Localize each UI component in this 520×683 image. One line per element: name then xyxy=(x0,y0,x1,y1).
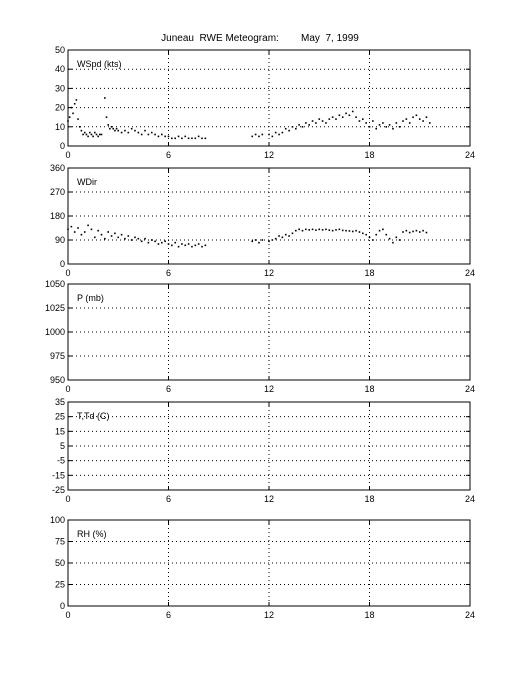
data-point xyxy=(365,234,367,236)
data-point xyxy=(382,122,384,124)
data-point xyxy=(181,138,183,140)
data-point xyxy=(339,229,341,231)
data-point xyxy=(379,230,381,232)
data-point xyxy=(181,243,183,245)
data-point xyxy=(114,130,116,132)
data-point xyxy=(302,230,304,232)
data-point xyxy=(87,225,89,227)
panel-label: T,Td (C) xyxy=(77,411,110,421)
x-tick-label: 18 xyxy=(364,494,375,504)
x-tick-label: 24 xyxy=(464,610,476,620)
data-point xyxy=(345,230,347,232)
data-point xyxy=(345,113,347,115)
y-tick-label: 40 xyxy=(54,64,65,75)
y-tick-label: 0 xyxy=(59,601,65,611)
y-tick-label: -5 xyxy=(56,455,65,466)
data-point xyxy=(359,231,361,233)
y-tick-label: 20 xyxy=(54,102,65,113)
data-point xyxy=(399,239,401,241)
data-point xyxy=(332,230,334,232)
data-point xyxy=(111,126,113,128)
data-point xyxy=(318,229,320,231)
panel-2 xyxy=(50,163,475,278)
data-point xyxy=(72,113,74,115)
data-point xyxy=(255,239,257,241)
data-point xyxy=(369,237,371,239)
data-point xyxy=(69,116,71,118)
data-point xyxy=(92,136,94,138)
data-point xyxy=(77,227,79,229)
data-point xyxy=(67,229,69,231)
data-point xyxy=(342,230,344,232)
data-point xyxy=(81,130,83,132)
data-point xyxy=(416,114,418,116)
y-tick-label: 5 xyxy=(59,441,65,451)
data-point xyxy=(329,118,331,120)
data-point xyxy=(422,230,424,232)
data-point xyxy=(332,116,334,118)
data-point xyxy=(355,116,357,118)
panel-label: P (mb) xyxy=(77,293,104,303)
data-point xyxy=(148,242,150,244)
data-point xyxy=(402,120,404,122)
x-tick-label: 24 xyxy=(464,384,476,394)
panel-4 xyxy=(52,397,475,504)
y-tick-label: 950 xyxy=(49,375,65,385)
data-point xyxy=(201,138,203,140)
data-point xyxy=(335,229,337,231)
data-point xyxy=(268,134,270,136)
panel-label: WSpd (kts) xyxy=(77,59,122,69)
panel-label: WDir xyxy=(77,177,97,187)
y-tick-label: 1025 xyxy=(44,303,65,313)
data-point xyxy=(124,238,126,240)
data-point xyxy=(174,242,176,244)
data-point xyxy=(128,132,130,134)
data-point xyxy=(262,134,264,136)
data-point xyxy=(74,231,76,233)
data-point xyxy=(298,229,300,231)
data-point xyxy=(154,241,156,243)
data-point xyxy=(406,118,408,120)
data-point xyxy=(81,234,83,236)
panel-3 xyxy=(45,279,475,394)
data-point xyxy=(379,124,381,126)
data-point xyxy=(308,229,310,231)
data-point xyxy=(349,230,351,232)
data-point xyxy=(112,128,114,130)
data-point xyxy=(339,114,341,116)
data-point xyxy=(302,126,304,128)
y-tick-label: 35 xyxy=(54,397,65,407)
x-tick-label: 0 xyxy=(65,268,71,278)
data-point xyxy=(99,134,101,136)
data-point xyxy=(198,243,200,245)
data-point xyxy=(151,132,153,134)
data-point xyxy=(87,136,89,138)
data-point xyxy=(335,118,337,120)
data-point xyxy=(409,232,411,234)
data-point xyxy=(342,116,344,118)
data-point xyxy=(121,132,123,134)
data-point xyxy=(392,128,394,130)
x-tick-label: 18 xyxy=(364,610,375,620)
y-tick-label: 25 xyxy=(54,411,65,422)
data-point xyxy=(275,132,277,134)
data-point xyxy=(412,231,414,233)
data-point xyxy=(292,233,294,235)
data-point xyxy=(134,237,136,239)
y-tick-label: 75 xyxy=(54,536,65,547)
y-tick-label: 50 xyxy=(54,558,65,568)
data-point xyxy=(285,234,287,236)
data-point xyxy=(409,122,411,124)
data-point xyxy=(272,239,274,241)
page-title: Juneau RWE Meteogram: May 7, 1999 xyxy=(161,33,359,44)
x-tick-label: 12 xyxy=(263,150,275,160)
y-tick-label: 10 xyxy=(54,121,65,132)
y-tick-label: -15 xyxy=(51,470,65,481)
data-point xyxy=(329,229,331,231)
data-point xyxy=(251,241,253,243)
panel-label: RH (%) xyxy=(77,529,107,539)
data-point xyxy=(71,107,73,109)
data-point xyxy=(161,134,163,136)
data-point xyxy=(262,239,264,241)
y-tick-label: 180 xyxy=(49,211,65,221)
data-point xyxy=(184,136,186,138)
x-tick-label: 12 xyxy=(263,268,275,278)
data-point xyxy=(144,130,146,132)
panel-5 xyxy=(50,515,475,620)
data-point xyxy=(419,118,421,120)
data-point xyxy=(389,238,391,240)
data-point xyxy=(375,234,377,236)
x-tick-label: 24 xyxy=(464,268,476,278)
data-point xyxy=(97,136,99,138)
data-point xyxy=(107,231,109,233)
x-tick-label: 12 xyxy=(263,384,275,394)
data-point xyxy=(67,120,69,122)
y-tick-label: 50 xyxy=(54,45,65,55)
data-point xyxy=(151,239,153,241)
data-point xyxy=(107,124,109,126)
x-tick-label: 18 xyxy=(364,150,375,160)
data-point xyxy=(168,136,170,138)
data-point xyxy=(362,118,364,120)
data-point xyxy=(148,134,150,136)
data-point xyxy=(77,118,79,120)
data-point xyxy=(275,238,277,240)
x-tick-label: 0 xyxy=(65,384,71,394)
data-point xyxy=(258,136,260,138)
data-point xyxy=(372,120,374,122)
data-point xyxy=(188,243,190,245)
data-point xyxy=(76,99,78,101)
data-point xyxy=(141,134,143,136)
data-point xyxy=(352,111,354,113)
data-point xyxy=(131,239,133,241)
data-point xyxy=(138,238,140,240)
y-tick-label: -25 xyxy=(51,485,65,495)
data-point xyxy=(128,235,130,237)
data-point xyxy=(352,231,354,233)
data-point xyxy=(117,130,119,132)
x-tick-label: 0 xyxy=(65,610,71,620)
data-point xyxy=(168,243,170,245)
data-point xyxy=(282,132,284,134)
data-point xyxy=(308,124,310,126)
data-point xyxy=(191,246,193,248)
data-point xyxy=(91,134,93,136)
x-tick-label: 24 xyxy=(464,150,476,160)
data-point xyxy=(195,245,197,247)
y-tick-label: 30 xyxy=(54,83,65,94)
data-point xyxy=(96,134,98,136)
data-point xyxy=(101,234,103,236)
data-point xyxy=(97,230,99,232)
data-point xyxy=(79,126,81,128)
data-point xyxy=(161,242,163,244)
x-tick-label: 12 xyxy=(263,494,275,504)
y-tick-label: 100 xyxy=(49,515,65,525)
data-point xyxy=(141,241,143,243)
data-point xyxy=(104,97,106,99)
data-point xyxy=(144,238,146,240)
data-point xyxy=(375,128,377,130)
data-point xyxy=(84,231,86,233)
data-point xyxy=(392,242,394,244)
data-point xyxy=(178,246,180,248)
data-point xyxy=(71,226,73,228)
x-tick-label: 18 xyxy=(364,384,375,394)
data-point xyxy=(201,246,203,248)
data-point xyxy=(114,233,116,235)
data-point xyxy=(385,234,387,236)
x-tick-label: 24 xyxy=(464,494,476,504)
data-point xyxy=(94,237,96,239)
x-tick-label: 6 xyxy=(165,150,172,160)
data-point xyxy=(315,229,317,231)
data-point xyxy=(131,128,133,130)
data-point xyxy=(121,234,123,236)
data-point xyxy=(158,136,160,138)
data-point xyxy=(282,237,284,239)
data-point xyxy=(184,245,186,247)
y-tick-label: 270 xyxy=(49,187,65,197)
data-point xyxy=(416,230,418,232)
data-point xyxy=(312,120,314,122)
data-point xyxy=(365,122,367,124)
data-point xyxy=(318,118,320,120)
data-point xyxy=(94,132,96,134)
data-point xyxy=(84,132,86,134)
data-point xyxy=(205,138,207,140)
data-point xyxy=(258,242,260,244)
data-point xyxy=(406,230,408,232)
data-point xyxy=(426,116,428,118)
data-point xyxy=(402,231,404,233)
data-point xyxy=(191,138,193,140)
data-point xyxy=(396,122,398,124)
data-point xyxy=(412,116,414,118)
x-tick-label: 6 xyxy=(165,610,172,620)
data-point xyxy=(171,245,173,247)
data-point xyxy=(154,134,156,136)
data-point xyxy=(91,229,93,231)
data-point xyxy=(385,126,387,128)
data-point xyxy=(372,239,374,241)
y-tick-label: 25 xyxy=(54,579,65,590)
data-point xyxy=(198,136,200,138)
x-tick-label: 6 xyxy=(165,384,172,394)
data-point xyxy=(322,120,324,122)
data-point xyxy=(178,136,180,138)
data-point xyxy=(422,120,424,122)
data-point xyxy=(325,122,327,124)
data-point xyxy=(288,130,290,132)
data-point xyxy=(419,231,421,233)
data-point xyxy=(255,134,257,136)
data-point xyxy=(251,136,253,138)
data-point xyxy=(325,229,327,231)
data-point xyxy=(369,126,371,128)
y-tick-label: 0 xyxy=(59,141,65,151)
data-point xyxy=(389,124,391,126)
data-point xyxy=(134,130,136,132)
data-point xyxy=(305,122,307,124)
data-point xyxy=(272,136,274,138)
data-point xyxy=(117,237,119,239)
data-point xyxy=(89,132,91,134)
data-point xyxy=(429,122,431,124)
data-point xyxy=(359,120,361,122)
x-tick-label: 6 xyxy=(165,268,172,278)
data-point xyxy=(322,229,324,231)
data-point xyxy=(295,128,297,130)
x-tick-label: 12 xyxy=(263,610,275,620)
data-point xyxy=(74,103,76,105)
data-point xyxy=(295,230,297,232)
data-point xyxy=(106,116,108,118)
data-point xyxy=(285,128,287,130)
data-point xyxy=(138,132,140,134)
y-tick-label: 1050 xyxy=(44,279,65,289)
y-tick-label: 0 xyxy=(59,259,65,269)
data-point xyxy=(315,122,317,124)
panel-1 xyxy=(55,45,475,160)
x-tick-label: 0 xyxy=(65,150,71,160)
data-point xyxy=(312,229,314,231)
data-point xyxy=(305,229,307,231)
data-point xyxy=(164,241,166,243)
y-tick-label: 1000 xyxy=(44,327,65,337)
y-tick-label: 975 xyxy=(49,351,65,361)
data-point xyxy=(101,134,103,136)
data-point xyxy=(111,235,113,237)
data-point xyxy=(86,134,88,136)
data-point xyxy=(426,232,428,234)
data-point xyxy=(349,114,351,116)
x-tick-label: 18 xyxy=(364,268,375,278)
data-point xyxy=(362,233,364,235)
data-point xyxy=(124,130,126,132)
data-point xyxy=(158,243,160,245)
data-point xyxy=(116,128,118,130)
data-point xyxy=(164,136,166,138)
y-tick-label: 90 xyxy=(54,235,65,245)
data-point xyxy=(396,237,398,239)
x-tick-label: 0 xyxy=(65,494,71,504)
data-point xyxy=(355,230,357,232)
data-point xyxy=(278,235,280,237)
x-tick-label: 6 xyxy=(165,494,172,504)
data-point xyxy=(298,124,300,126)
data-point xyxy=(174,138,176,140)
data-point xyxy=(399,126,401,128)
y-tick-label: 360 xyxy=(49,163,65,173)
data-point xyxy=(288,235,290,237)
data-point xyxy=(278,134,280,136)
y-tick-label: 15 xyxy=(54,426,65,437)
data-point xyxy=(104,238,106,240)
data-point xyxy=(382,229,384,231)
data-point xyxy=(109,128,111,130)
data-point xyxy=(292,126,294,128)
data-point xyxy=(82,134,84,136)
data-point xyxy=(205,245,207,247)
data-point xyxy=(188,138,190,140)
data-point xyxy=(171,138,173,140)
data-point xyxy=(268,241,270,243)
data-point xyxy=(195,138,197,140)
